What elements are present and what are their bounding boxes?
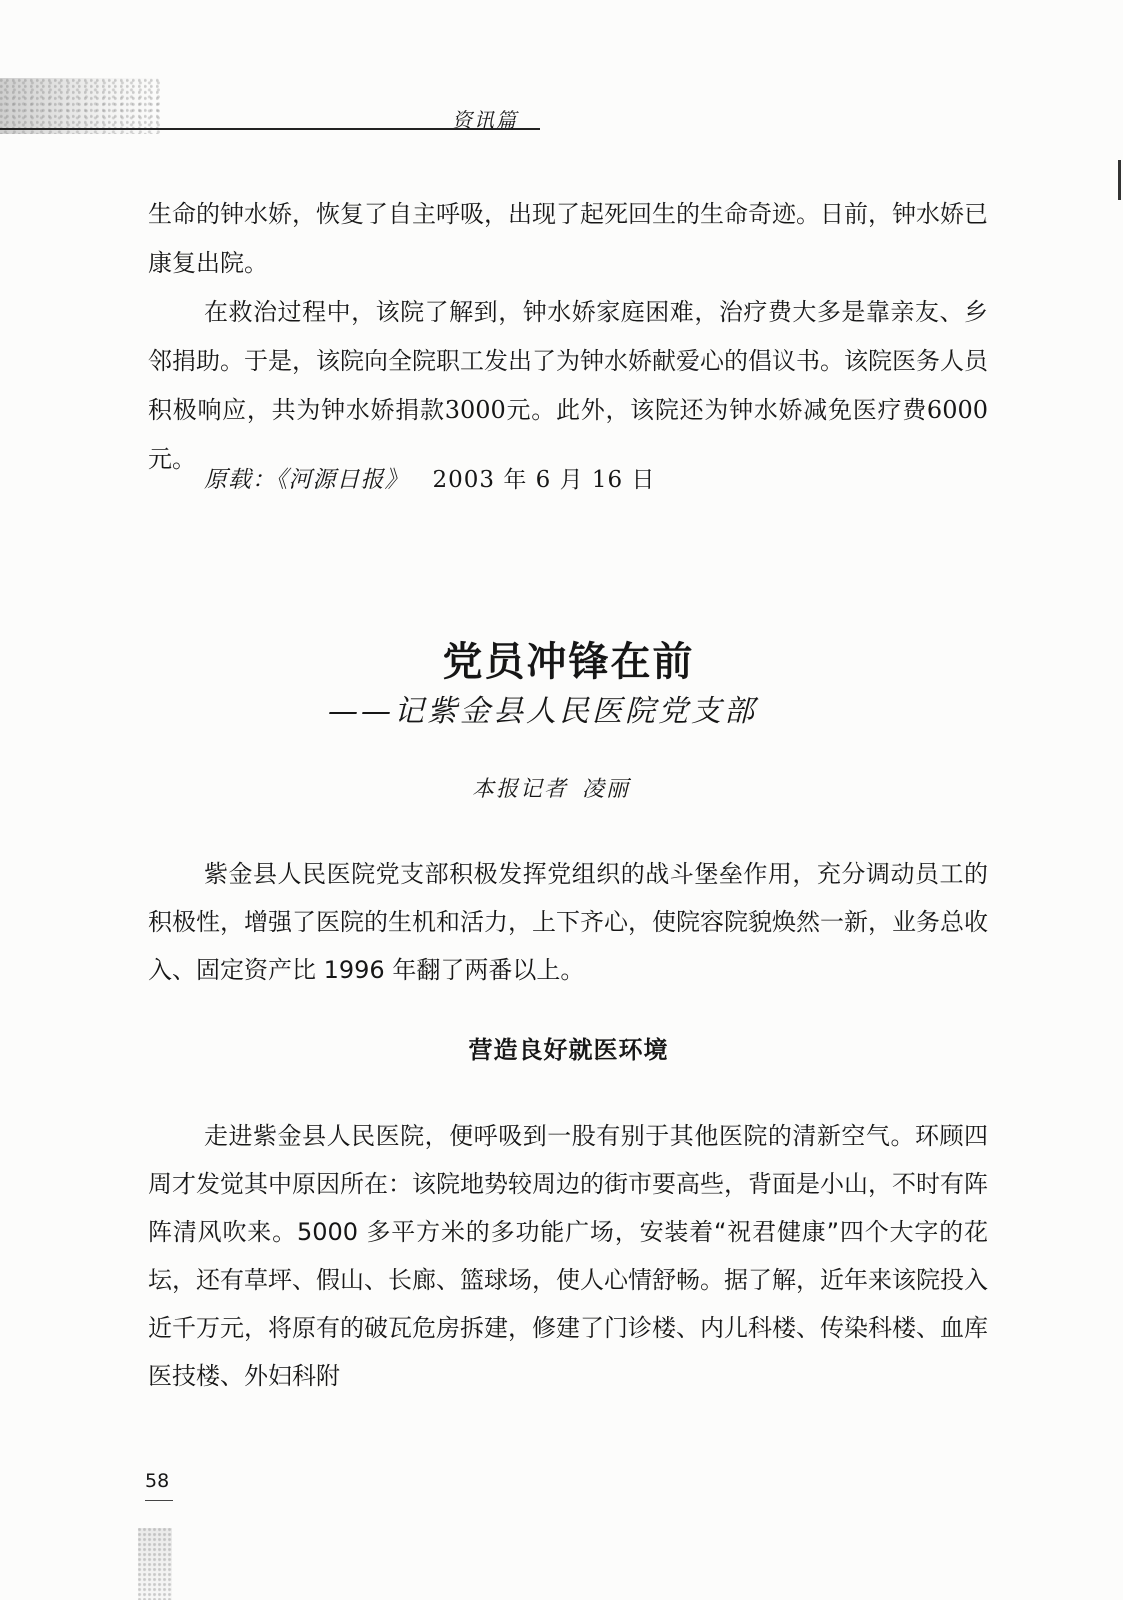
page-number: 58 — [145, 1470, 170, 1492]
header-rule — [0, 128, 540, 130]
edge-mark — [1118, 160, 1121, 200]
byline-role: 本报记者 — [472, 777, 569, 802]
source-date: 2003 年 6 月 16 日 — [432, 467, 656, 493]
byline — [472, 772, 630, 803]
article-subtitle: ——记紫金县人民医院党支部 — [328, 694, 757, 729]
article-intro-paragraph: 紫金县人民医院党支部积极发挥党组织的战斗堡垒作用，充分调动员工的积极性，增强了医院的生机和活力，上下齐心，使院容院貌焕然一新，业务总收入、固定资产比 1996 年翻了两番以上。 — [148, 860, 988, 984]
source-citation — [204, 460, 656, 500]
section-heading: 营造良好就医环境 — [468, 1036, 669, 1064]
previous-article-paragraph-2: 在救治过程中，该院了解到，钟水娇家庭困难，治疗费大多是靠亲友、乡邻捐助。于是，该院向全院职工发出了为钟水娇献爱心的倡议书。该院医务人员积极响应，共为钟水娇捐款3000元。此外，该院还为钟水娇减免医疗费6000元。 — [148, 298, 988, 473]
source-label: 原载：《河源日报》 — [204, 467, 409, 493]
previous-article-paragraph-1: 生命的钟水娇，恢复了自主呼吸，出现了起死回生的生命奇迹。日前，钟水娇已康复出院。 — [148, 200, 988, 277]
page-number-rule — [145, 1500, 173, 1501]
byline-name: 凌丽 — [582, 777, 631, 802]
scan-artifact-bottom — [138, 1528, 172, 1600]
article-title: 党员冲锋在前 — [442, 639, 695, 685]
running-header-title: 资讯篇 — [452, 108, 518, 132]
scan-artifact — [0, 78, 160, 134]
section-paragraph: 走进紫金县人民医院，便呼吸到一股有别于其他医院的清新空气。环顾四周才发觉其中原因所在：该院地势较周边的街市要高些，背面是小山，不时有阵阵清风吹来。5000 多平方米的多功能广场，安装着“祝君健康”四个大字的花坛，还有草坪、假山、长廊、篮球场，使人心情舒畅。据了解，近年来该院投入近千万元，将原有的破瓦危房拆建，修建了门诊楼、内儿科楼、传染科楼、血库医技楼、外妇科附 — [148, 1122, 988, 1390]
